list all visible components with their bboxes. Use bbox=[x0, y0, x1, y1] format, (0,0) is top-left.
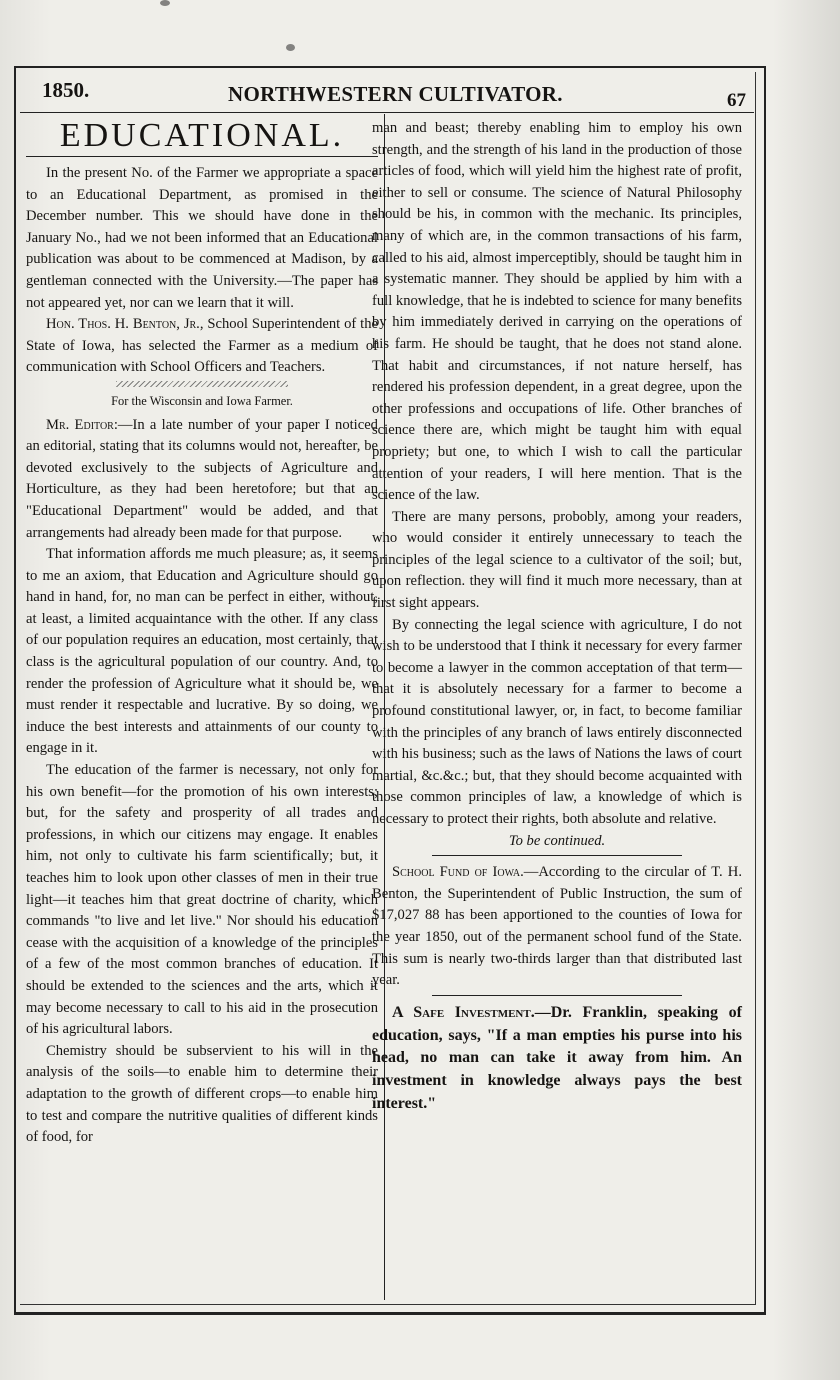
salutation: Mr. Editor: bbox=[46, 416, 118, 433]
year: 1850. bbox=[42, 78, 90, 102]
to-be-continued: To be continued. bbox=[508, 832, 606, 849]
ornamental-rule bbox=[116, 381, 288, 387]
section-title: EDUCATIONAL. bbox=[59, 117, 345, 154]
ink-speck bbox=[160, 0, 170, 6]
benton-paragraph bbox=[26, 314, 378, 379]
body-paragraph: Chemistry should be subservient to his will in the analysis of the soils—to enable him to determine their adaptation to the growth of different crops—to enable him to test and compare the nutritive qualities of different kinds of food, for bbox=[26, 1042, 378, 1146]
school-fund-heading: School Fund of Iowa. bbox=[392, 864, 524, 881]
school-fund-text: —According to the circular of T. H. Benton, the Superintendent of Public Instruction, the sum of $17,027 88 has been apportioned to the counties of Iowa for the year 1850, out of the permanent school fund of the State. This sum is nearly two-thirds larger than that distributed last year. bbox=[372, 864, 742, 989]
ink-speck bbox=[286, 44, 295, 51]
intro-paragraph: In the present No. of the Farmer we appropriate a space to an Educational Department, as promised in the December number. This we should have done in the January No., had we not been informed that an Educational publication was about to be commenced at Madison, by a gentleman connected with the University.—The paper has not appeared yet, nor can we learn that it will. bbox=[26, 165, 378, 311]
running-head bbox=[36, 76, 746, 111]
investment-text: —Dr. Franklin, speaking of education, says, "If a man empties his purse into his head, no man can take it away from him. An investment in knowledge always pays the best interest." bbox=[372, 1003, 742, 1112]
section-divider bbox=[432, 995, 682, 996]
investment-paragraph bbox=[372, 1002, 742, 1116]
investment-heading: A Safe Investment. bbox=[392, 1003, 535, 1021]
dateline: For the Wisconsin and Iowa Farmer. bbox=[111, 393, 293, 408]
body-paragraph: By connecting the legal science with agriculture, I do not wish to be understood that I think it necessary for every farmer to become a lawyer in the common acceptation of that term—that it is absolutely necessary for a farmer to become a profound constitutional lawyer, or, in fact, to become familiar with the principles of any branch of laws entirely disconnected with his business; such as the laws of Nations the laws of court martial, &c.&c.; but, that they should become acquainted with those common principles of law, a knowledge of which is necessary to protect their rights, both absolute and relative. bbox=[372, 616, 742, 827]
benton-name: Hon. Thos. H. Benton, Jr., bbox=[46, 316, 204, 333]
school-fund-paragraph bbox=[372, 862, 742, 992]
header-rule bbox=[20, 112, 754, 113]
page-number: 67 bbox=[727, 90, 746, 111]
left-column bbox=[26, 118, 378, 1149]
journal-title: NORTHWESTERN CULTIVATOR. bbox=[228, 82, 563, 106]
body-paragraph: There are many persons, probobly, among your readers, who would consider it entirely unnecessary to teach the principles of the legal science to a cultivator of the soil; but, upon reflection. they will find it much more necessary, than at first sight appears. bbox=[372, 508, 742, 612]
right-column bbox=[372, 118, 742, 1116]
benton-text: School Superintendent of the State of Iowa, has selected the Farmer as a medium of communication with School Officers and Teachers. bbox=[26, 316, 378, 376]
body-paragraph: The education of the farmer is necessary, not only for his own benefit—for the promotion of his own interests; but, for the safety and prosperity of all trades and professions, in which our citizens may engage. It enables him, not only to cultivate his farm scientifically; but, it teaches him to look upon other classes of men in their true light—it teaches him that great doctrine of charity, which commands "to live and let live." Nor should his education cease with the acquisition of a knowledge of the principles of a few of the most common branches of education. It should be extended to the sciences and the arts, which it may become necessary to call to his aid in the prosecution of his agricultural labors. bbox=[26, 762, 378, 1038]
title-rule bbox=[26, 156, 378, 157]
section-divider bbox=[432, 855, 682, 856]
body-paragraph: That information affords me much pleasure; as, it seems to me an axiom, that Education and Agriculture should go hand in hand, for, no man can be perfect in either, without, at least, a limited acquaintance with the other. If any class of our population requires an education, most certainly, that class is the agricultural population of our country. And, to render the profession of Agriculture what it should be, we must render it respectable and lucrative. By so doing, we induce the best interests and attainments of our county to engage in it. bbox=[26, 546, 378, 757]
continued-paragraph: man and beast; thereby enabling him to employ his own strength, and the strength of his land in the production of those articles of food, which will yield him the highest rate of profit, either to sell or consume. The science of Natural Philosophy should be his, in common with the mechanic. Its principles, many of which are, in the common transactions of his farm, called to his aid, almost imperceptibly, should be taught him in a systematic manner. They should be applied by him with a full knowledge, that he is indebted to science for many benefits by him immediately derived in carrying on the operations of his farm. He should be taught, that he does not stand alone. That habit and circumstances, if not nature herself, has rendered his profession dependent, in a great degree, upon the other professions and occupations of life. Other branches of science there are, which might be taught him with equal propriety; but one, to which I wish to call the particular attention of your readers, I will here mention. That is the science of the law. bbox=[372, 120, 743, 504]
letter-paragraph bbox=[26, 415, 378, 545]
letter-text: —In a late number of your paper I noticed an editorial, stating that its columns would not, hereafter, be devoted exclusively to the subjects of Agriculture and Horticulture, as they had been heretofore; but that an "Educational Department" would be added, and that arrangements had already been made for that purpose. bbox=[26, 416, 378, 541]
